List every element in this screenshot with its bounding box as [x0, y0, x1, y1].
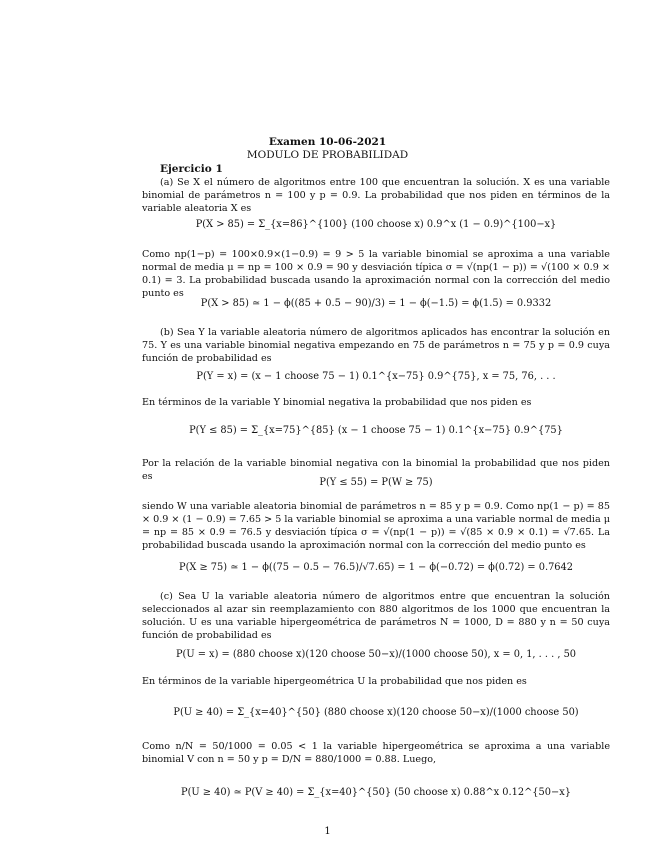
paragraph-b-relation: Por la relación de la variable binomial negativa con la binomial la probabilidad que nos piden es — [142, 458, 610, 482]
paragraph-c-approx: Como n/N = 50/1000 = 0.05 < 1 la variable hipergeométrica se aproxima a una variable binomial V con n = 50 y p = D/N = 880/1000 = 0.88. Luego, — [142, 741, 610, 765]
paragraph-c-terms: En términos de la variable hipergeométrica U la probabilidad que nos piden es — [142, 676, 527, 687]
equation-2: P(X > 85) ≃ 1 − ϕ((85 + 0.5 − 90)/3) = 1 − ϕ(−1.5) = ϕ(1.5) = 0.9332 — [200, 298, 552, 309]
equation-6: P(X ≥ 75) ≃ 1 − ϕ((75 − 0.5 − 76.5)/√7.65) = 1 − ϕ(−0.72) = ϕ(0.72) = 0.7642 — [178, 562, 574, 573]
equation-7: P(U = x) = (880 choose x)(120 choose 50−x)/(1000 choose 50), x = 0, 1, . . . , 50 — [175, 649, 577, 660]
equation-5: P(Y ≤ 55) = P(W ≥ 75) — [319, 477, 433, 488]
equation-3: P(Y = x) = (x − 1 choose 75 − 1) 0.1^{x−75} 0.9^{75}, x = 75, 76, . . . — [196, 371, 556, 382]
paragraph-b-intro: (b) Sea Y la variable aleatoria número de algoritmos aplicados has encontrar la solución en 75. Y es una variable binomial negativa empezando en 75 de parámetros n = 75 y p = 0.9 cuya función de probabilidad es — [142, 327, 610, 364]
paragraph-a-intro: (a) Se X el número de algoritmos entre 100 que encuentran la solución. X es una variable binomial de parámetros n = 100 y p = 0.9. La probabilidad que nos piden en términos de la variable aleatoria X es — [142, 177, 610, 214]
exam-title: Examen 10-06-2021 — [268, 136, 387, 148]
paragraph-b-approx: siendo W una variable aleatoria binomial de parámetros n = 85 y p = 0.9. Como np(1 − p) = 85 × 0.9 × (1 − 0.9) = 7.65 > 5 la variable binomial se aproxima a una variable normal de media μ = np = 85 × 0.9 = 76.5 y desviación típica σ = √(np(1 − p)) = √(85 × 0.9 × 0.1) = √7.65. La probabilidad buscada usando la aproximación normal con la corrección del medio punto es — [142, 501, 610, 551]
equation-1: P(X > 85) = Σ_{x=86}^{100} (100 choose x) 0.9^x (1 − 0.9)^{100−x} — [195, 219, 557, 230]
paragraph-b-terms: En términos de la variable Y binomial negativa la probabilidad que nos piden es — [142, 397, 532, 408]
equation-9: P(U ≥ 40) ≃ P(V ≥ 40) = Σ_{x=40}^{50} (50 choose x) 0.88^x 0.12^{50−x} — [181, 787, 571, 798]
page-number: 1 — [324, 826, 331, 837]
exam-subtitle: MODULO DE PROBABILIDAD — [246, 149, 409, 161]
equation-8: P(U ≥ 40) = Σ_{x=40}^{50} (880 choose x)(120 choose 50−x)/(1000 choose 50) — [173, 707, 579, 718]
equation-4: P(Y ≤ 85) = Σ_{x=75}^{85} (x − 1 choose 75 − 1) 0.1^{x−75} 0.9^{75} — [189, 425, 563, 436]
paragraph-c-intro: (c) Sea U la variable aleatoria número de algoritmos entre que encuentran la solución seleccionados al azar sin reemplazamiento con 880 algoritmos de los 1000 que encuentran la solución. U es una variable hipergeométrica de parámetros N = 1000, D = 880 y n = 50 cuya función de probabilidad es — [142, 591, 610, 641]
section-heading: Ejercicio 1 — [160, 163, 223, 175]
paragraph-a-approx: Como np(1−p) = 100×0.9×(1−0.9) = 9 > 5 la variable binomial se aproxima a una variable normal de media μ = np = 100 × 0.9 = 90 y desviación típica σ = √(np(1 − p)) = √(100 × 0.9 × 0.1) = 3. La probabilidad buscada usando la aproximación normal con la corrección del medio punto es — [142, 249, 610, 299]
